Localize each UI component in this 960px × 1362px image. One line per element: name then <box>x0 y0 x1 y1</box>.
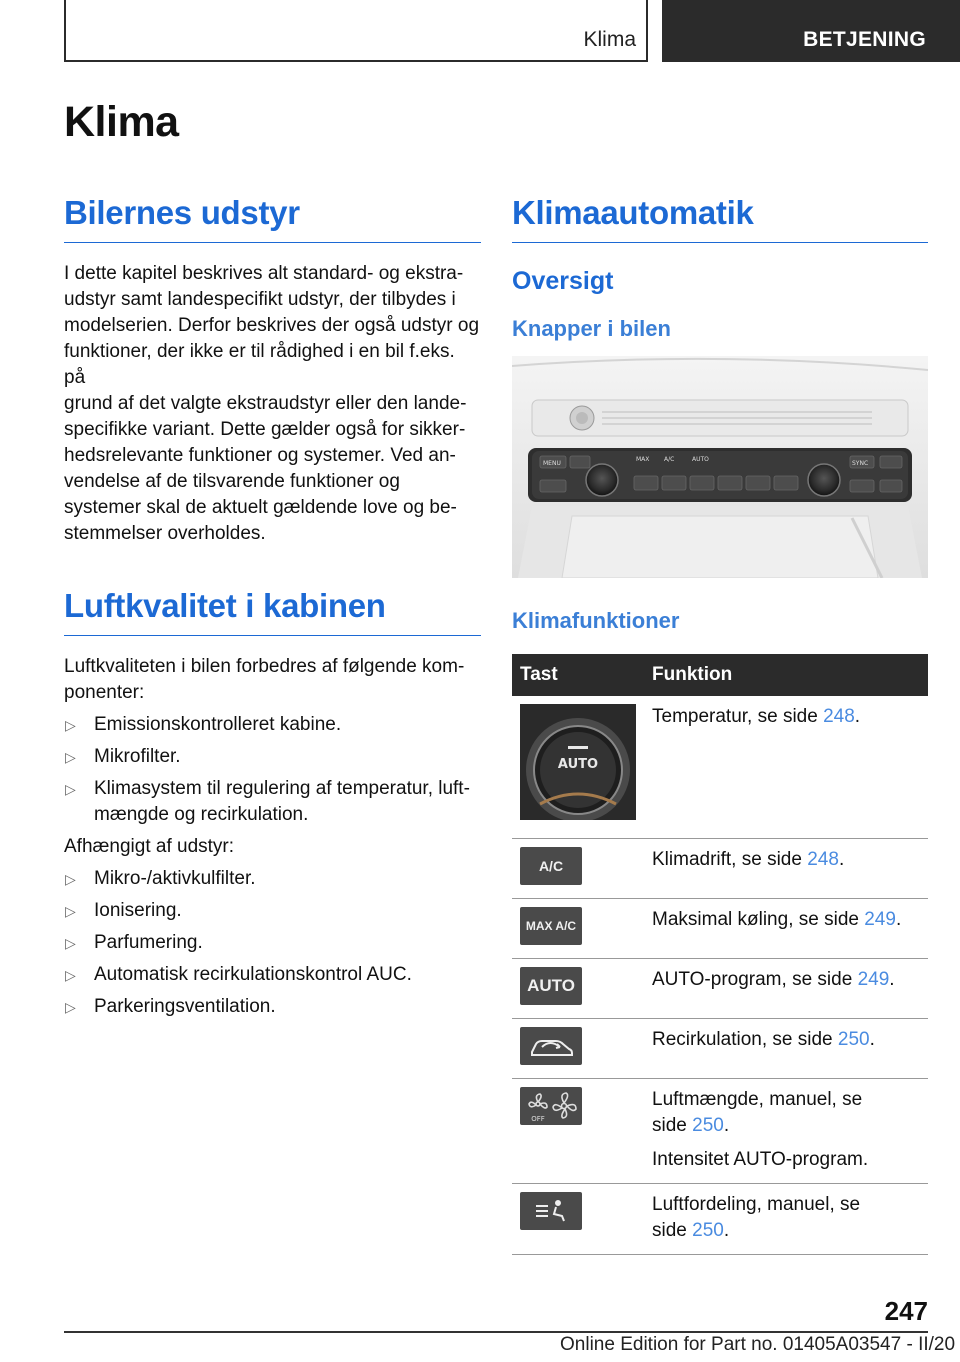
function-text: Maksimal køling, se side <box>652 909 865 930</box>
page-link[interactable]: 249 <box>857 969 890 990</box>
triangle-bullet-icon: ▷ <box>65 903 76 919</box>
paragraph-line: Luftkvaliteten i bilen forbedres af følgende kom- <box>64 656 465 677</box>
heading-luftkvalitet: Luftkvalitet i kabinen <box>64 583 481 636</box>
button-cell <box>512 1079 644 1184</box>
heading-bilernes-udstyr: Bilernes udstyr <box>64 190 481 243</box>
function-suffix: . <box>869 1029 875 1050</box>
function-cell <box>644 1019 928 1079</box>
function-cell <box>644 959 928 1019</box>
intro-line: stemmelser overholdes. <box>64 523 266 544</box>
list-item-text: Mikrofilter. <box>94 746 181 767</box>
table-row <box>512 696 928 839</box>
climate-panel-photo <box>512 356 928 578</box>
intro-line: hedsrelevante funktioner og systemer. Ved an- <box>64 445 456 466</box>
left-column <box>64 190 481 1020</box>
auto-button-label: AUTO <box>527 976 575 995</box>
page-link[interactable]: 250 <box>692 1220 724 1241</box>
list-item-text: Mikro-/aktivkulfilter. <box>94 868 256 889</box>
climate-panel-illustration <box>512 356 928 578</box>
triangle-bullet-icon: ▷ <box>65 749 76 765</box>
triangle-bullet-icon: ▷ <box>65 935 76 951</box>
intro-line: grund af det valgte ekstraudstyr eller den lande- <box>64 393 467 414</box>
right-column <box>512 190 928 1255</box>
list-item-text: Parkeringsventilation. <box>94 996 276 1017</box>
knob-auto-label: AUTO <box>557 757 599 772</box>
header-section-title: Klima <box>583 28 636 51</box>
list-item-text: mængde og recirkulation. <box>94 804 309 825</box>
table-row <box>512 1184 928 1255</box>
list-item-text: Parfumering. <box>94 932 203 953</box>
fan-off-label: OFF <box>531 1115 545 1123</box>
page-link[interactable]: 249 <box>864 909 896 930</box>
intro-line: I dette kapitel beskrives alt standard- og ekstra- <box>64 263 464 284</box>
intro-line: funktioner, der ikke er til rådighed i en bil f.eks. på <box>64 341 455 388</box>
recirculation-button-icon <box>520 1027 582 1065</box>
function-suffix: . <box>895 909 902 930</box>
footer-edition-text: Online Edition for Part no. 01405A03547 - II/20 <box>560 1334 956 1355</box>
table-row <box>512 899 928 959</box>
table-row <box>512 959 928 1019</box>
function-suffix: . <box>723 1220 730 1241</box>
max-ac-button-label: MAX A/C <box>525 919 577 933</box>
page-link[interactable]: 250 <box>692 1115 724 1136</box>
intro-paragraph <box>64 261 481 547</box>
function-extra-text: Intensitet AUTO-program. <box>652 1149 869 1170</box>
heading-oversigt: Oversigt <box>512 267 614 295</box>
list-item-text: Ionisering. <box>94 900 182 921</box>
function-suffix: . <box>838 849 845 870</box>
list-item <box>64 962 481 988</box>
ac-button-label: A/C <box>538 858 564 874</box>
triangle-bullet-icon: ▷ <box>65 871 76 887</box>
triangle-bullet-icon: ▷ <box>65 781 76 797</box>
panel-auto-label: AUTO <box>692 456 709 463</box>
button-cell <box>512 839 644 899</box>
heading-knapper-i-bilen: Knapper i bilen <box>512 316 671 341</box>
function-cell <box>644 1184 928 1255</box>
function-text: side <box>652 1115 693 1136</box>
button-cell <box>512 899 644 959</box>
panel-menu-label: MENU <box>543 460 561 467</box>
list-item <box>64 994 481 1020</box>
function-suffix: . <box>854 706 861 727</box>
ac-button-icon <box>520 847 582 885</box>
function-text: AUTO-program, se side <box>652 969 858 990</box>
button-cell <box>512 1019 644 1079</box>
function-text: Temperatur, se side <box>652 706 824 727</box>
list-item <box>64 898 481 924</box>
function-suffix: . <box>723 1115 730 1136</box>
triangle-bullet-icon: ▷ <box>65 967 76 983</box>
intro-line: vendelse af de tilsvarende funktioner og <box>64 471 400 492</box>
column-header-tast: Tast <box>512 654 644 696</box>
triangle-bullet-icon: ▷ <box>65 999 76 1015</box>
function-text: Luftfordeling, manuel, se <box>652 1194 861 1215</box>
paragraph-line: ponenter: <box>64 682 145 703</box>
intro-line: specifikke variant. Dette gælder også for sikker- <box>64 419 466 440</box>
panel-ac-label: A/C <box>664 456 675 463</box>
list-item <box>64 866 481 892</box>
function-text: Klimadrift, se side <box>652 849 808 870</box>
table-row <box>512 839 928 899</box>
table-row <box>512 1019 928 1079</box>
page-link[interactable]: 248 <box>823 706 855 727</box>
air-quality-paragraph <box>64 654 481 706</box>
function-cell <box>644 696 928 839</box>
component-list <box>64 712 481 828</box>
recirculation-car-icon <box>520 1027 582 1065</box>
function-text: Recirkulation, se side <box>652 1029 838 1050</box>
intro-line: systemer skal de aktuelt gældende love og be- <box>64 497 457 518</box>
footer-divider <box>64 1331 928 1333</box>
table-header-row <box>512 654 928 696</box>
equipment-dependent-label: Afhængigt af udstyr: <box>64 836 235 857</box>
heading-klimafunktioner: Klimafunktioner <box>512 608 680 633</box>
page-title: Klima <box>64 98 179 146</box>
page-link[interactable]: 250 <box>837 1029 870 1050</box>
intro-line: modelserien. Derfor beskrives der også udstyr og <box>64 315 480 336</box>
climate-functions-table <box>512 654 928 1255</box>
function-cell <box>644 899 928 959</box>
button-cell <box>512 959 644 1019</box>
list-item-text: Automatisk recirkulationskontrol AUC. <box>94 964 412 985</box>
panel-sync-label: SYNC <box>852 460 869 467</box>
list-item-text: Klimasystem til regulering af temperatur, luft- <box>94 778 470 799</box>
page-link[interactable]: 248 <box>807 849 839 870</box>
fan-icon <box>520 1087 582 1125</box>
heading-klimaautomatik: Klimaautomatik <box>512 190 928 243</box>
list-item <box>64 930 481 956</box>
air-distribution-icon <box>520 1192 582 1230</box>
auto-button-icon <box>520 967 582 1005</box>
header-chapter-title: BETJENING <box>803 28 926 51</box>
intro-line: udstyr samt landespecifikt udstyr, der tilbydes i <box>64 289 456 310</box>
function-cell <box>644 839 928 899</box>
temperature-knob-icon <box>520 704 636 820</box>
panel-max-label: MAX <box>636 456 650 463</box>
list-item <box>64 776 481 828</box>
fan-speed-button-icon <box>520 1087 582 1125</box>
air-distribution-button-icon <box>520 1192 582 1230</box>
max-ac-button-icon <box>520 907 582 945</box>
column-header-funktion: Funktion <box>644 654 928 696</box>
optional-equipment-list <box>64 866 481 1020</box>
page-number: 247 <box>884 1296 928 1326</box>
function-suffix: . <box>889 969 895 990</box>
function-text: side <box>652 1220 693 1241</box>
button-cell <box>512 696 644 839</box>
function-text: Luftmængde, manuel, se <box>652 1089 863 1110</box>
function-cell <box>644 1079 928 1184</box>
table-row <box>512 1079 928 1184</box>
list-item-text: Emissionskontrolleret kabine. <box>94 714 342 735</box>
triangle-bullet-icon: ▷ <box>65 717 76 733</box>
list-item <box>64 712 481 738</box>
button-cell <box>512 1184 644 1255</box>
list-item <box>64 744 481 770</box>
